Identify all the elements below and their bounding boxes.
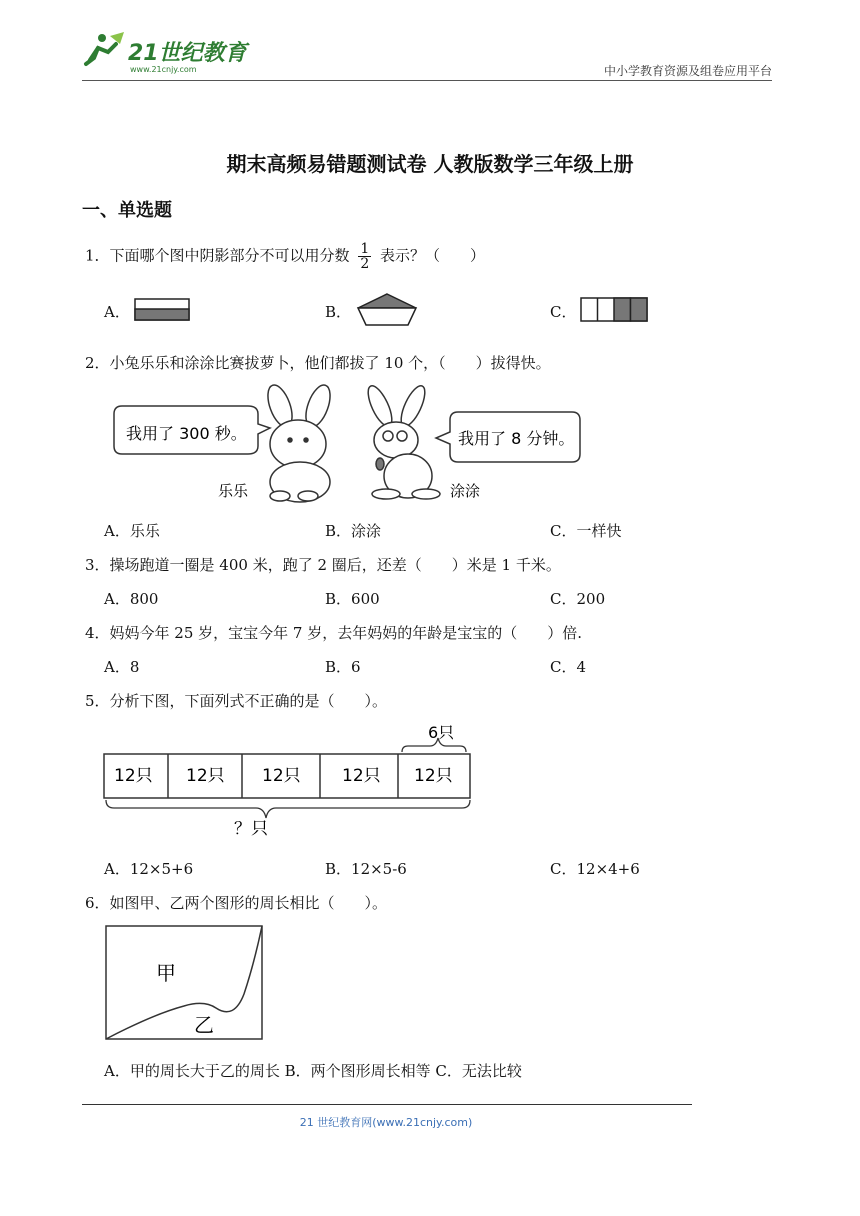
q5-option-a[interactable]: A．12×5+6 (104, 860, 194, 878)
svg-text:12只: 12只 (342, 766, 381, 786)
q2-option-a[interactable]: A．乐乐 (104, 522, 160, 540)
page-title: 期末高频易错题测试卷 人教版数学三年级上册 (226, 152, 634, 176)
q4-option-c[interactable]: C．4 (550, 658, 587, 676)
svg-text:？只: ？只 (234, 819, 268, 839)
header-divider (82, 80, 772, 81)
svg-text:甲: 甲 (156, 961, 176, 985)
svg-text:我用了 8 分钟。: 我用了 8 分钟。 (458, 429, 575, 448)
svg-text:6只: 6只 (428, 724, 455, 742)
rabbit-tutu-icon (363, 384, 440, 499)
fraction-one-half: $\frac{1}{2}$ (360, 241, 370, 272)
q6-options[interactable]: A．甲的周长大于乙的周长 B．两个图形周长相等 C．无法比较 (104, 1062, 522, 1080)
site-logo (80, 30, 250, 76)
svg-text:乙: 乙 (194, 1013, 214, 1037)
q1-option-a[interactable]: A． (104, 303, 130, 321)
question-6-text: 6．如图甲、乙两个图形的周长相比（ ）。 (85, 894, 388, 912)
header-slogan: 中小学教育资源及组卷应用平台 (603, 64, 772, 78)
q1-figure-a (134, 298, 190, 322)
q1-option-c[interactable]: C． (550, 303, 577, 321)
footer-divider (82, 1104, 692, 1105)
q1-option-b[interactable]: B． (325, 303, 352, 321)
perimeter-figure (104, 924, 266, 1042)
footer-text[interactable]: 21 世纪教育网(www.21cnjy.com) (299, 1116, 473, 1129)
svg-text:12只: 12只 (262, 766, 301, 786)
svg-text:12只: 12只 (186, 766, 225, 786)
svg-text:涂涂: 涂涂 (450, 482, 481, 500)
svg-text:21世纪教育: 21世纪教育 (128, 41, 247, 66)
q3-option-c[interactable]: C．200 (550, 590, 606, 608)
question-1-text-end: 表示？（ ） (380, 246, 486, 265)
q4-option-b[interactable]: B．6 (325, 658, 361, 676)
q5-option-c[interactable]: C．12×4+6 (550, 860, 640, 878)
rabbit-lele-icon (263, 384, 335, 502)
svg-text:12只: 12只 (414, 766, 453, 786)
svg-text:www.21cnjy.com: www.21cnjy.com (130, 65, 197, 74)
q2-option-b[interactable]: B．涂涂 (325, 522, 382, 540)
q3-option-a[interactable]: A．800 (104, 590, 159, 608)
runner-icon (86, 32, 124, 64)
question-5-text: 5．分析下图，下面列式不正确的是（ ）。 (85, 692, 388, 710)
segment-diagram (102, 724, 482, 844)
question-4-text: 4．妈妈今年 25 岁，宝宝今年 7 岁，去年妈妈的年龄是宝宝的（ ）倍. (85, 624, 583, 642)
q5-option-b[interactable]: B．12×5-6 (325, 860, 407, 878)
q4-option-a[interactable]: A．8 (104, 658, 140, 676)
q3-option-b[interactable]: B．600 (325, 590, 380, 608)
rabbit-illustration (108, 384, 588, 504)
question-1-text: 1．下面哪个图中阴影部分不可以用分数 (85, 246, 350, 265)
question-3-text: 3．操场跑道一圈是 400 米，跑了 2 圈后，还差（ ）米是 1 千米。 (85, 556, 561, 574)
question-1 (85, 242, 485, 271)
svg-text:乐乐: 乐乐 (218, 482, 249, 500)
svg-text:12只: 12只 (114, 766, 153, 786)
q1-figure-c (580, 297, 650, 323)
q2-option-c[interactable]: C．一样快 (550, 522, 622, 540)
question-2-text: 2．小兔乐乐和涂涂比赛拔萝卜，他们都拔了 10 个，（ ）拔得快。 (85, 354, 551, 372)
svg-text:我用了 300 秒。: 我用了 300 秒。 (126, 424, 247, 443)
q1-figure-b (356, 292, 418, 328)
section-heading: 一、单选题 (82, 200, 172, 221)
